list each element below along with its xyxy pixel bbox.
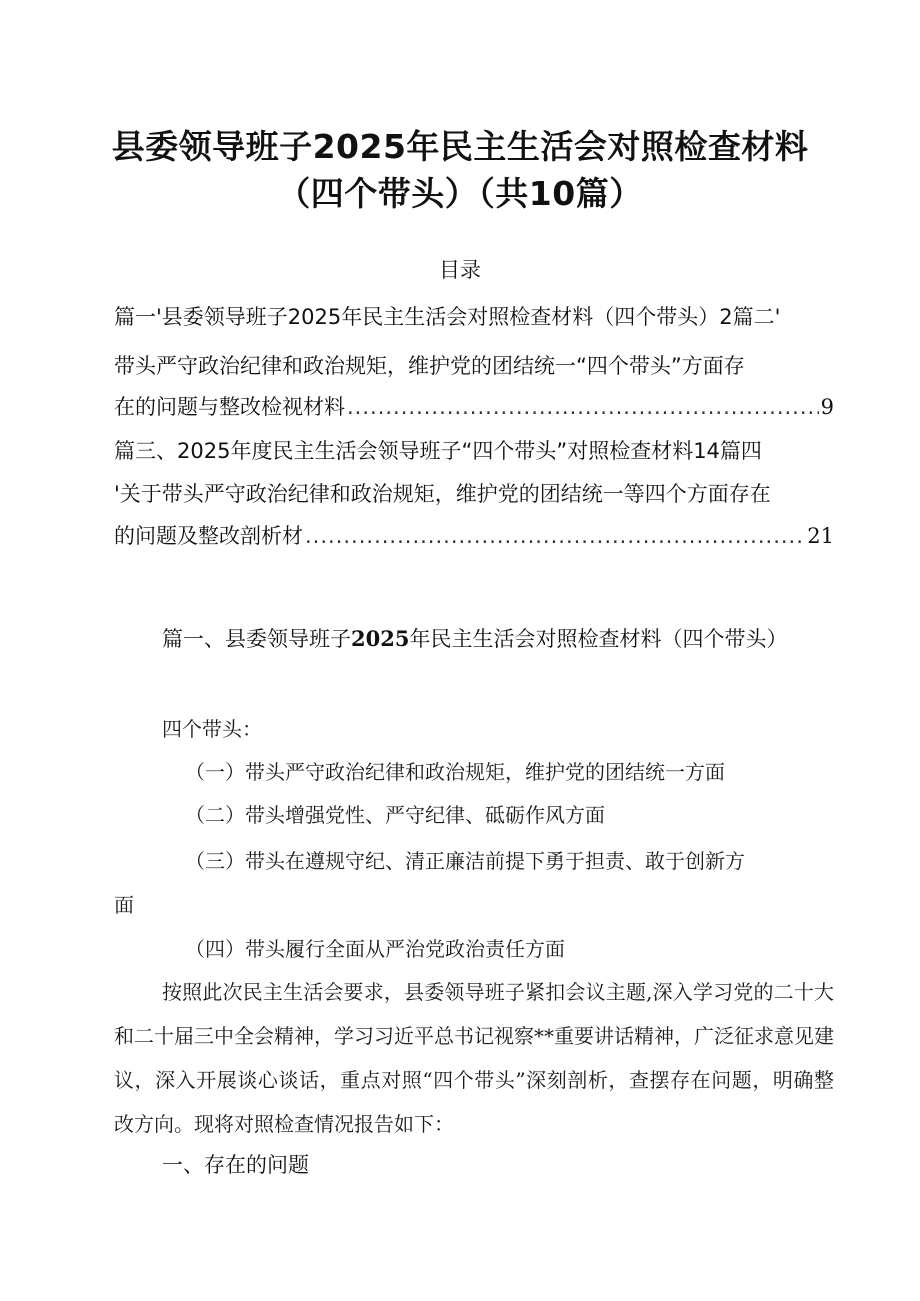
document-title-line-1: 县委领导班子2025年民主生活会对照检查材料 [111,127,809,166]
subheading: 一、存在的问题 [162,1153,309,1177]
document-title-line-2: （四个带头）（共10篇） [277,174,643,213]
body-paragraph: 按照此次民主生活会要求，县委领导班子紧扣会议主题,深入学习党的二十大和二十届三中全会精神，学习习近平总书记视察**重要讲话精神，广泛征求意见建议，深入开展谈心谈话，重点对照“四个带头”深刻剖析，查摆存在问题，明确整改方向。现将对照检查情况报告如下： [114,980,834,1136]
section-title-year: 2025 [351,626,410,651]
toc-entry-line[interactable] [114,521,834,551]
toc-leader-dots [347,392,819,422]
toc-text: 篇一'县委领导班子2025年民主生活会对照检查材料（四个带头）2篇二' [114,305,781,329]
toc-heading: 目录 [439,258,481,282]
toc-page-number: 21 [807,524,834,548]
toc-entry-line[interactable] [114,436,834,466]
toc-text: 的问题及整改剖析材 [114,524,303,548]
toc-entry-line[interactable] [114,302,834,332]
intro-label: 四个带头： [162,717,262,741]
list-item: （三）带头在遵规守纪、清正廉洁前提下勇于担责、敢于创新方 [185,849,745,873]
toc-text: 在的问题与整改检视材料 [114,395,345,419]
toc-entry-line[interactable] [114,479,834,509]
section-title-prefix: 篇一、县委领导班子 [162,627,351,651]
toc-text: 篇三、2025年度民主生活会领导班子“四个带头”对照检查材料14篇四 [114,439,762,463]
toc-leader-dots [305,521,805,551]
toc-page-number: 9 [820,395,834,419]
toc-entry-line[interactable] [114,351,834,381]
list-item: （二）带头增强党性、严守纪律、砥砺作风方面 [185,803,605,827]
section-title [162,624,787,654]
toc-text: 带头严守政治纪律和政治规矩，维护党的团结统一“四个带头”方面存 [114,354,745,378]
section-title-suffix: 年民主生活会对照检查材料（四个带头） [409,627,788,651]
list-item-continuation: 面 [114,893,134,917]
toc-entry-line[interactable] [114,392,834,422]
list-item: （一）带头严守政治纪律和政治规矩，维护党的团结统一方面 [185,760,725,784]
toc-text: '关于带头严守政治纪律和政治规矩，维护党的团结统一等四个方面存在 [114,482,771,506]
list-item: （四）带头履行全面从严治党政治责任方面 [185,937,565,961]
